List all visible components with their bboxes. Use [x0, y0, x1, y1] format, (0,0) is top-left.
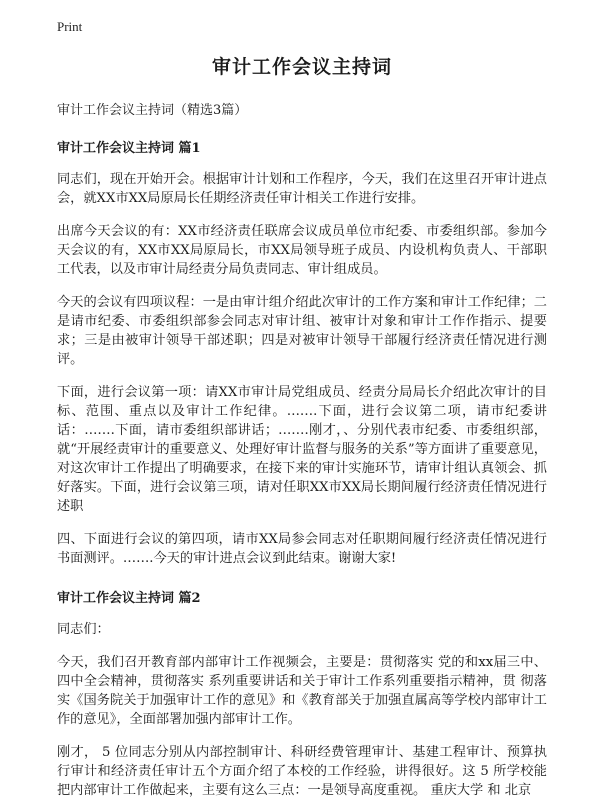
paragraph: 同志们，现在开始开会。根据审计计划和工作程序，今天，我们在这里召开审计进点会，就XX市XX局原局长任期经济责任审计相关工作进行安排。 [57, 172, 547, 206]
page-title: 审计工作会议主持词 [211, 56, 392, 78]
document-page [57, 0, 547, 800]
document-subtitle: 审计工作会议主持词（精选3篇） [57, 103, 248, 118]
paragraph: 今天，我们召开教育部内部审计工作视频会，主要是：贯彻落实 党的和xx届三中、四中全会精神，贯彻落实 系列重要讲话和关于审计工作系列重要指示精神，贯 彻落实《国务院关于加强审计工作的意见》和《教育部关于加强直属高等学校内部审计工作的意见》，全面部署加强内部审计工作。 [57, 655, 547, 727]
paragraph: 今天的会议有四项议程：一是由审计组介绍此次审计的工作方案和审计工作纪律；二是请市纪委、市委组织部参会同志对审计组、被审计对象和审计工作作指示、提要求；三是由被审计领导干部述职；四是对被审计领导干部履行经济责任情况进行测评。 [57, 295, 547, 367]
paragraph: 同志们： [57, 622, 110, 637]
paragraph: 出席今天会议的有：XX市经济责任联席会议成员单位市纪委、市委组织部。参加今天会议的有，XX市XX局原局长，市XX局领导班子成员、内设机构负责人、干部职工代表，以及市审计局经责分局负责同志、审计组成员。 [57, 224, 547, 277]
paragraph: 四、下面进行会议的第四项，请市XX局参会同志对任职期间履行经济责任情况进行书面测评。…….今天的审计进点会议到此结束。谢谢大家! [57, 532, 547, 566]
paragraph: 刚才， 5 位同志分别从内部控制审计、科研经费管理审计、基建工程审计、预算执行审计和经济责任审计五个方面介绍了本校的工作经验，讲得很好。这 5 所学校能把内部审计工作做起来，主要有这么三点：一是领导高度重视。 重庆大学 和 北京 [57, 745, 547, 798]
paragraph: 下面，进行会议第一项：请XX市审计局党组成员、经责分局局长介绍此次审计的目标、范围、重点以及审计工作纪律。…….下面，进行会议第二项，请市纪委讲话：…….下面，请市委组织部讲话；…….刚才，、分别代表市纪委、市委组织部，就“开展经责审计的重要意义、处理好审计监督与服务的关系”等方面讲了重要意见，对这次审计工作提出了明确要求，在接下来的审计实施环节，请审计组认真领会、抓好落实。下面，进行会议第三项，请对任职XX市XX局长期间履行经济责任情况进行述职 [57, 385, 547, 514]
print-link[interactable]: Print [57, 19, 83, 34]
section-heading-2: 审计工作会议主持词 篇2 [57, 591, 201, 606]
section-heading-1: 审计工作会议主持词 篇1 [57, 141, 201, 156]
